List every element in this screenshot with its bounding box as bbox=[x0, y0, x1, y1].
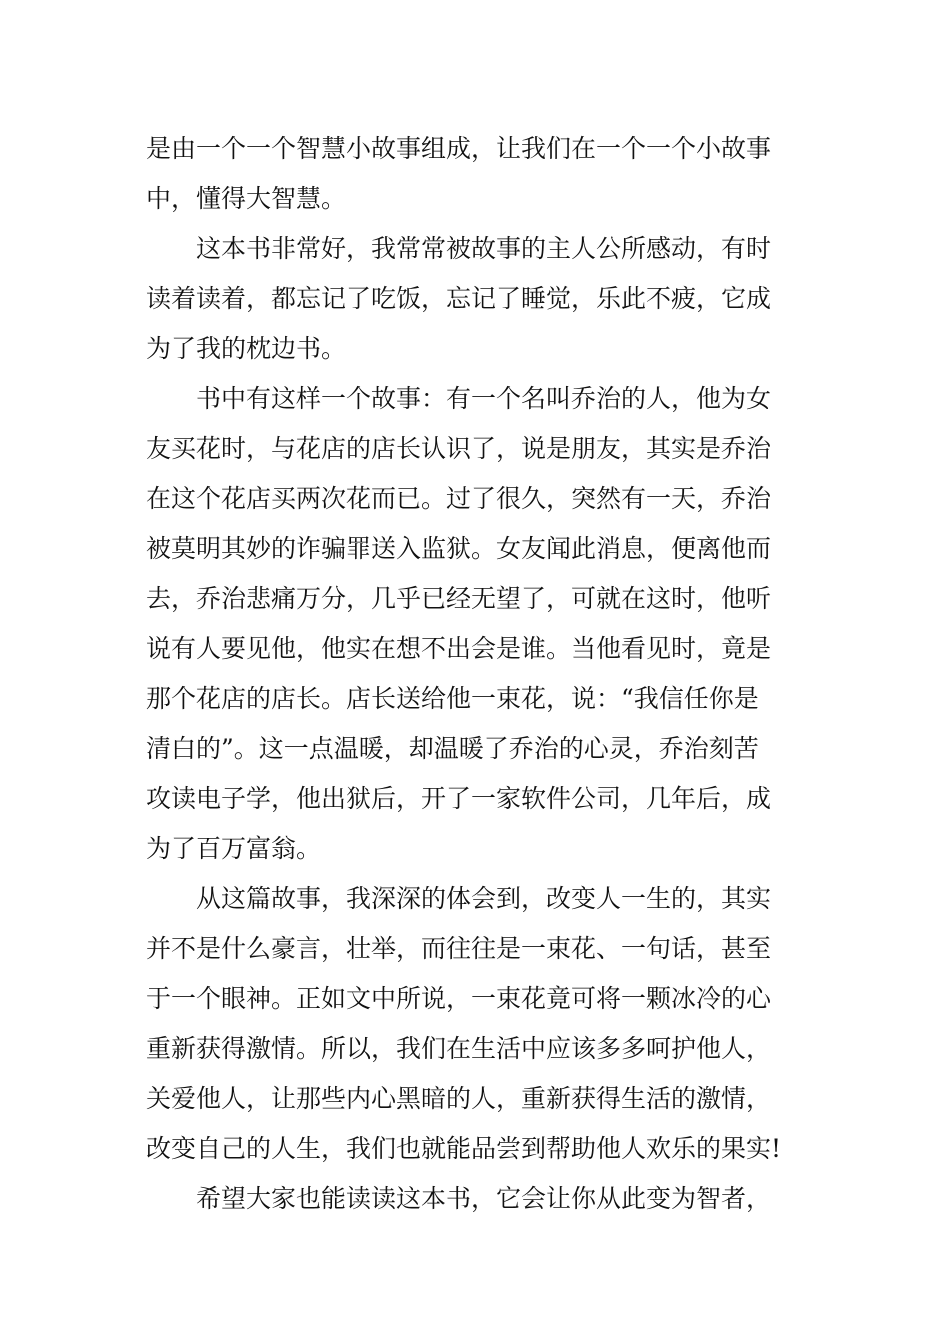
text-line: 从这篇故事，我深深的体会到，改变人一生的，其实 bbox=[196, 884, 772, 913]
text-line: 被莫明其妙的诈骗罪送入监狱。女友闻此消息，便离他而 bbox=[146, 534, 772, 563]
body-text bbox=[146, 124, 810, 1224]
text-line: 为了我的枕边书。 bbox=[146, 334, 347, 363]
text-line: 关爱他人，让那些内心黑暗的人，重新获得生活的激情， bbox=[146, 1084, 772, 1113]
text-line: 改变自己的人生，我们也就能品尝到帮助他人欢乐的果实! bbox=[146, 1134, 782, 1163]
text-line: 重新获得激情。所以，我们在生活中应该多多呵护他人， bbox=[146, 1034, 772, 1063]
text-line: 在这个花店买两次花而已。过了很久，突然有一天，乔治 bbox=[146, 484, 772, 513]
text-line: 这本书非常好，我常常被故事的主人公所感动，有时 bbox=[196, 234, 772, 263]
text-line: 清白的”。这一点温暖，却温暖了乔治的心灵，乔治刻苦 bbox=[146, 734, 759, 763]
text-line: 读着读着，都忘记了吃饭，忘记了睡觉，乐此不疲，它成 bbox=[146, 284, 772, 313]
text-line: 那个花店的店长。店长送给他一束花，说：“我信任你是 bbox=[146, 684, 759, 713]
text-line: 希望大家也能读读这本书，它会让你从此变为智者， bbox=[196, 1184, 772, 1213]
text-line: 书中有这样一个故事：有一个名叫乔治的人，他为女 bbox=[196, 384, 772, 413]
text-line: 于一个眼神。正如文中所说，一束花竟可将一颗冰冷的心 bbox=[146, 984, 772, 1013]
text-line: 中，懂得大智慧。 bbox=[146, 184, 347, 213]
text-line: 并不是什么豪言，壮举，而往往是一束花、一句话，甚至 bbox=[146, 934, 772, 963]
text-line: 友买花时，与花店的店长认识了，说是朋友，其实是乔治 bbox=[146, 434, 772, 463]
text-line: 说有人要见他，他实在想不出会是谁。当他看见时，竟是 bbox=[146, 634, 772, 663]
text-line: 是由一个一个智慧小故事组成，让我们在一个一个小故事 bbox=[146, 134, 772, 163]
text-line: 去，乔治悲痛万分，几乎已经无望了，可就在这时，他听 bbox=[146, 584, 772, 613]
text-line: 攻读电子学，他出狱后，开了一家软件公司，几年后，成 bbox=[146, 784, 772, 813]
text-line: 为了百万富翁。 bbox=[146, 834, 322, 863]
